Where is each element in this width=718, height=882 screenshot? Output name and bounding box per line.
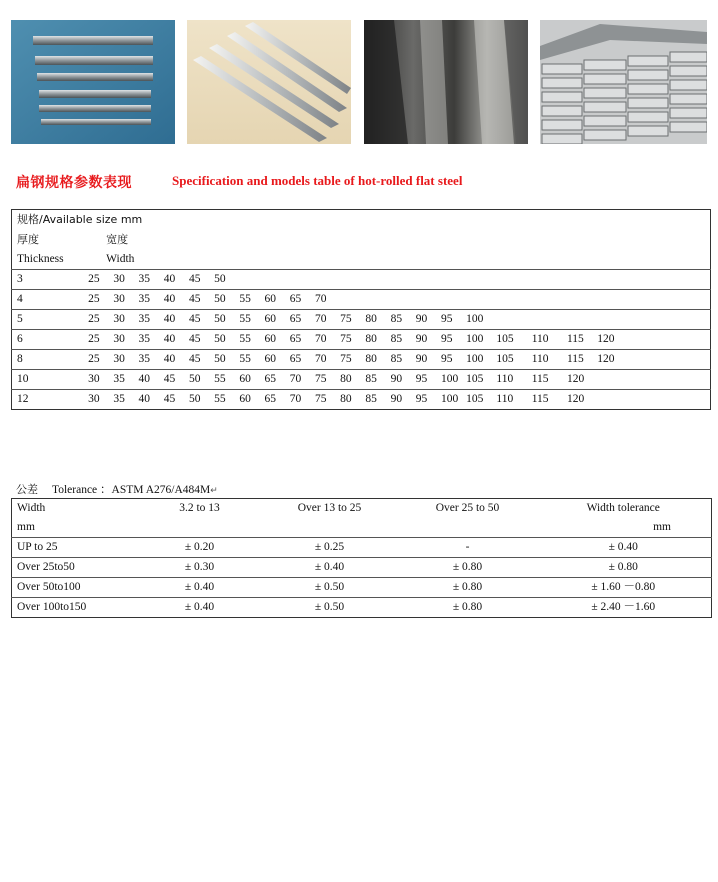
empty-cell: [496, 310, 531, 330]
tolerance-header-cell: Width: [17, 502, 46, 514]
width-cell: 30: [113, 350, 138, 370]
width-cell: 105: [466, 370, 496, 390]
thickness-cell: 6: [12, 330, 89, 350]
width-cell: 85: [391, 350, 416, 370]
width-cell: 45: [164, 390, 189, 410]
empty-cell: [627, 330, 710, 350]
tolerance-row-cell: ± 0.50: [260, 578, 400, 598]
width-cell: 65: [290, 290, 315, 310]
tolerance-table: [11, 498, 712, 618]
tolerance-label-en: Tolerance ：ASTM A276/A484M: [52, 484, 211, 496]
width-cell: 30: [113, 310, 138, 330]
width-cell: 40: [139, 390, 164, 410]
width-cell: 50: [189, 370, 214, 390]
width-cell: 105: [496, 330, 531, 350]
tolerance-row-cell: ± 0.80: [400, 578, 536, 598]
size-row: [12, 270, 711, 290]
tolerance-row-cell: ± 0.40: [536, 538, 712, 558]
empty-cell: [290, 270, 315, 290]
width-cell: 65: [290, 350, 315, 370]
width-cell: 120: [567, 370, 597, 390]
tolerance-subheader-cell: mm: [17, 521, 35, 533]
size-row: [12, 290, 711, 310]
width-cell: 120: [567, 390, 597, 410]
width-cell: 65: [290, 330, 315, 350]
width-cell: 40: [164, 310, 189, 330]
width-cn-header: 宽度: [106, 233, 129, 246]
width-cell: 65: [265, 370, 290, 390]
tolerance-subheader-cell: mm: [653, 521, 671, 533]
thickness-cell: 10: [12, 370, 89, 390]
empty-cell: [416, 290, 441, 310]
width-cell: 120: [597, 330, 627, 350]
width-cell: 100: [466, 330, 496, 350]
empty-cell: [597, 370, 627, 390]
width-cell: 85: [391, 310, 416, 330]
width-cell: 100: [441, 370, 466, 390]
tolerance-row-cell: ± 0.20: [140, 538, 260, 558]
empty-cell: [597, 290, 627, 310]
tolerance-row-cell: ± 0.80: [400, 558, 536, 578]
width-cell: 35: [139, 330, 164, 350]
width-cell: 110: [496, 370, 531, 390]
width-cell: 50: [214, 310, 239, 330]
width-cell: 115: [532, 370, 567, 390]
width-cell: 35: [139, 270, 164, 290]
width-cell: 90: [416, 350, 441, 370]
width-cell: 70: [290, 370, 315, 390]
tolerance-row-cell: UP to 25: [12, 538, 140, 558]
width-cell: 25: [88, 310, 113, 330]
width-cell: 70: [315, 330, 340, 350]
width-cell: 30: [113, 290, 138, 310]
empty-cell: [627, 370, 710, 390]
width-cell: 55: [239, 350, 264, 370]
width-cell: 45: [189, 350, 214, 370]
width-cell: 85: [365, 390, 390, 410]
width-cell: 95: [441, 310, 466, 330]
empty-cell: [441, 270, 466, 290]
width-cell: 115: [567, 350, 597, 370]
empty-cell: [466, 270, 496, 290]
size-row: [12, 330, 711, 350]
width-cell: 45: [189, 330, 214, 350]
tolerance-row-cell: Over 100to150: [12, 598, 140, 618]
tolerance-subheader-cell: [140, 518, 260, 538]
tolerance-row-cell: -: [400, 538, 536, 558]
width-cell: 85: [391, 330, 416, 350]
width-cell: 40: [164, 330, 189, 350]
width-cell: 90: [391, 390, 416, 410]
width-cell: 55: [239, 330, 264, 350]
thickness-cn-header: 厚度: [17, 233, 39, 246]
tolerance-row: [12, 598, 712, 618]
tolerance-row: [12, 558, 712, 578]
width-cell: 55: [214, 370, 239, 390]
width-cell: 50: [189, 390, 214, 410]
thickness-cell: 4: [12, 290, 89, 310]
tolerance-row-cell: ± 0.80: [536, 558, 712, 578]
width-cell: 110: [496, 390, 531, 410]
empty-cell: [441, 290, 466, 310]
width-cell: 40: [164, 270, 189, 290]
tolerance-row-cell: ± 0.40: [260, 558, 400, 578]
title-chinese: 扁钢规格参数表现: [16, 175, 132, 191]
width-cell: 80: [365, 350, 390, 370]
empty-cell: [315, 270, 340, 290]
width-cell: 115: [567, 330, 597, 350]
width-cell: 50: [214, 290, 239, 310]
tolerance-row-cell: ± 1.60 －0.80: [536, 578, 712, 598]
empty-cell: [627, 270, 710, 290]
empty-cell: [532, 310, 567, 330]
empty-cell: [416, 270, 441, 290]
width-en-header: Width: [106, 253, 135, 265]
empty-cell: [496, 270, 531, 290]
width-cell: 110: [532, 330, 567, 350]
width-cell: 40: [164, 290, 189, 310]
size-row: [12, 310, 711, 330]
title-english: Specification and models table of hot-rolled flat steel: [172, 173, 463, 188]
thickness-cell: 3: [12, 270, 89, 290]
tolerance-subheader: [12, 518, 712, 538]
width-cell: 45: [189, 290, 214, 310]
width-cell: 80: [340, 390, 365, 410]
tolerance-label: [16, 481, 218, 497]
size-table-caption: 规格/Available size mm: [17, 213, 143, 226]
width-cell: 75: [315, 390, 340, 410]
width-cell: 75: [340, 350, 365, 370]
width-cell: 70: [315, 310, 340, 330]
tolerance-row-cell: Over 50to100: [12, 578, 140, 598]
empty-cell: [265, 270, 290, 290]
tolerance-header-cell: 3.2 to 13: [179, 502, 220, 514]
width-cell: 25: [88, 330, 113, 350]
width-cell: 60: [265, 290, 290, 310]
width-cell: 25: [88, 350, 113, 370]
width-cell: 75: [340, 310, 365, 330]
tolerance-row-cell: ± 0.25: [260, 538, 400, 558]
size-table: [11, 209, 711, 410]
width-cell: 25: [88, 290, 113, 310]
empty-cell: [627, 350, 710, 370]
width-cell: 80: [365, 330, 390, 350]
width-cell: 90: [391, 370, 416, 390]
empty-cell: [567, 290, 597, 310]
tolerance-header-cell: Over 25 to 50: [435, 502, 500, 514]
width-cell: 50: [214, 330, 239, 350]
width-cell: 70: [290, 390, 315, 410]
tolerance-row-cell: Over 25to50: [12, 558, 140, 578]
width-cell: 105: [496, 350, 531, 370]
width-cell: 105: [466, 390, 496, 410]
width-cell: 115: [532, 390, 567, 410]
width-cell: 70: [315, 290, 340, 310]
width-cell: 90: [416, 310, 441, 330]
width-cell: 30: [88, 370, 113, 390]
empty-cell: [391, 290, 416, 310]
width-cell: 60: [239, 370, 264, 390]
size-row: [12, 370, 711, 390]
photo-flat-bars-diagonal: [187, 20, 351, 144]
tolerance-header-cell: Width tolerance: [586, 502, 660, 514]
tolerance-subheader-cell: [400, 518, 536, 538]
photo-flat-bars-stacked: [540, 20, 707, 144]
width-cell: 120: [597, 350, 627, 370]
tolerance-header: [12, 499, 712, 519]
width-cell: 55: [214, 390, 239, 410]
photo-flat-bars-blue-background: [11, 20, 175, 144]
return-mark: ↵: [210, 485, 218, 495]
tolerance-subheader-cell: [260, 518, 400, 538]
width-cell: 60: [265, 310, 290, 330]
width-cell: 35: [139, 290, 164, 310]
thickness-cell: 8: [12, 350, 89, 370]
tolerance-header-cell: Over 13 to 25: [297, 502, 362, 514]
width-cell: 65: [290, 310, 315, 330]
empty-cell: [597, 310, 627, 330]
width-cell: 100: [441, 390, 466, 410]
width-cell: 90: [416, 330, 441, 350]
width-cell: 60: [239, 390, 264, 410]
empty-cell: [597, 390, 627, 410]
width-cell: 45: [189, 310, 214, 330]
width-cell: 65: [265, 390, 290, 410]
width-cell: 30: [113, 270, 138, 290]
width-cell: 95: [416, 390, 441, 410]
empty-cell: [365, 290, 390, 310]
tolerance-row-cell: ± 2.40 －1.60: [536, 598, 712, 618]
tolerance-row-cell: ± 0.40: [140, 578, 260, 598]
width-cell: 35: [113, 390, 138, 410]
tolerance-row: [12, 578, 712, 598]
width-cell: 35: [113, 370, 138, 390]
thickness-cell: 5: [12, 310, 89, 330]
tolerance-row-cell: ± 0.40: [140, 598, 260, 618]
width-cell: 55: [239, 310, 264, 330]
width-cell: 95: [441, 350, 466, 370]
width-cell: 45: [164, 370, 189, 390]
empty-cell: [391, 270, 416, 290]
tolerance-row-cell: ± 0.30: [140, 558, 260, 578]
width-cell: 45: [189, 270, 214, 290]
empty-cell: [567, 270, 597, 290]
empty-cell: [496, 290, 531, 310]
width-cell: 60: [265, 330, 290, 350]
tolerance-row-cell: ± 0.80: [400, 598, 536, 618]
empty-cell: [627, 290, 710, 310]
width-cell: 100: [466, 350, 496, 370]
empty-cell: [597, 270, 627, 290]
width-cell: 80: [340, 370, 365, 390]
empty-cell: [627, 310, 710, 330]
width-cell: 110: [532, 350, 567, 370]
width-cell: 75: [315, 370, 340, 390]
width-cell: 40: [139, 370, 164, 390]
width-cell: 55: [239, 290, 264, 310]
width-cell: 85: [365, 370, 390, 390]
width-cell: 35: [139, 310, 164, 330]
empty-cell: [532, 290, 567, 310]
width-cell: 40: [164, 350, 189, 370]
empty-cell: [239, 270, 264, 290]
empty-cell: [340, 290, 365, 310]
tolerance-row-cell: ± 0.50: [260, 598, 400, 618]
width-cell: 75: [340, 330, 365, 350]
tolerance-label-cn: 公差: [16, 483, 38, 496]
width-cell: 30: [88, 390, 113, 410]
tolerance-row: [12, 538, 712, 558]
width-cell: 60: [265, 350, 290, 370]
empty-cell: [627, 390, 710, 410]
size-row: [12, 350, 711, 370]
width-cell: 95: [416, 370, 441, 390]
width-cell: 30: [113, 330, 138, 350]
width-cell: 100: [466, 310, 496, 330]
width-cell: 95: [441, 330, 466, 350]
empty-cell: [466, 290, 496, 310]
photo-flat-bars-closeup: [364, 20, 528, 144]
empty-cell: [532, 270, 567, 290]
width-cell: 50: [214, 270, 239, 290]
size-row: [12, 390, 711, 410]
thickness-cell: 12: [12, 390, 89, 410]
empty-cell: [365, 270, 390, 290]
thickness-en-header: Thickness: [17, 253, 64, 265]
width-cell: 50: [214, 350, 239, 370]
width-cell: 25: [88, 270, 113, 290]
empty-cell: [567, 310, 597, 330]
width-cell: 70: [315, 350, 340, 370]
width-cell: 80: [365, 310, 390, 330]
width-cell: 35: [139, 350, 164, 370]
empty-cell: [340, 270, 365, 290]
